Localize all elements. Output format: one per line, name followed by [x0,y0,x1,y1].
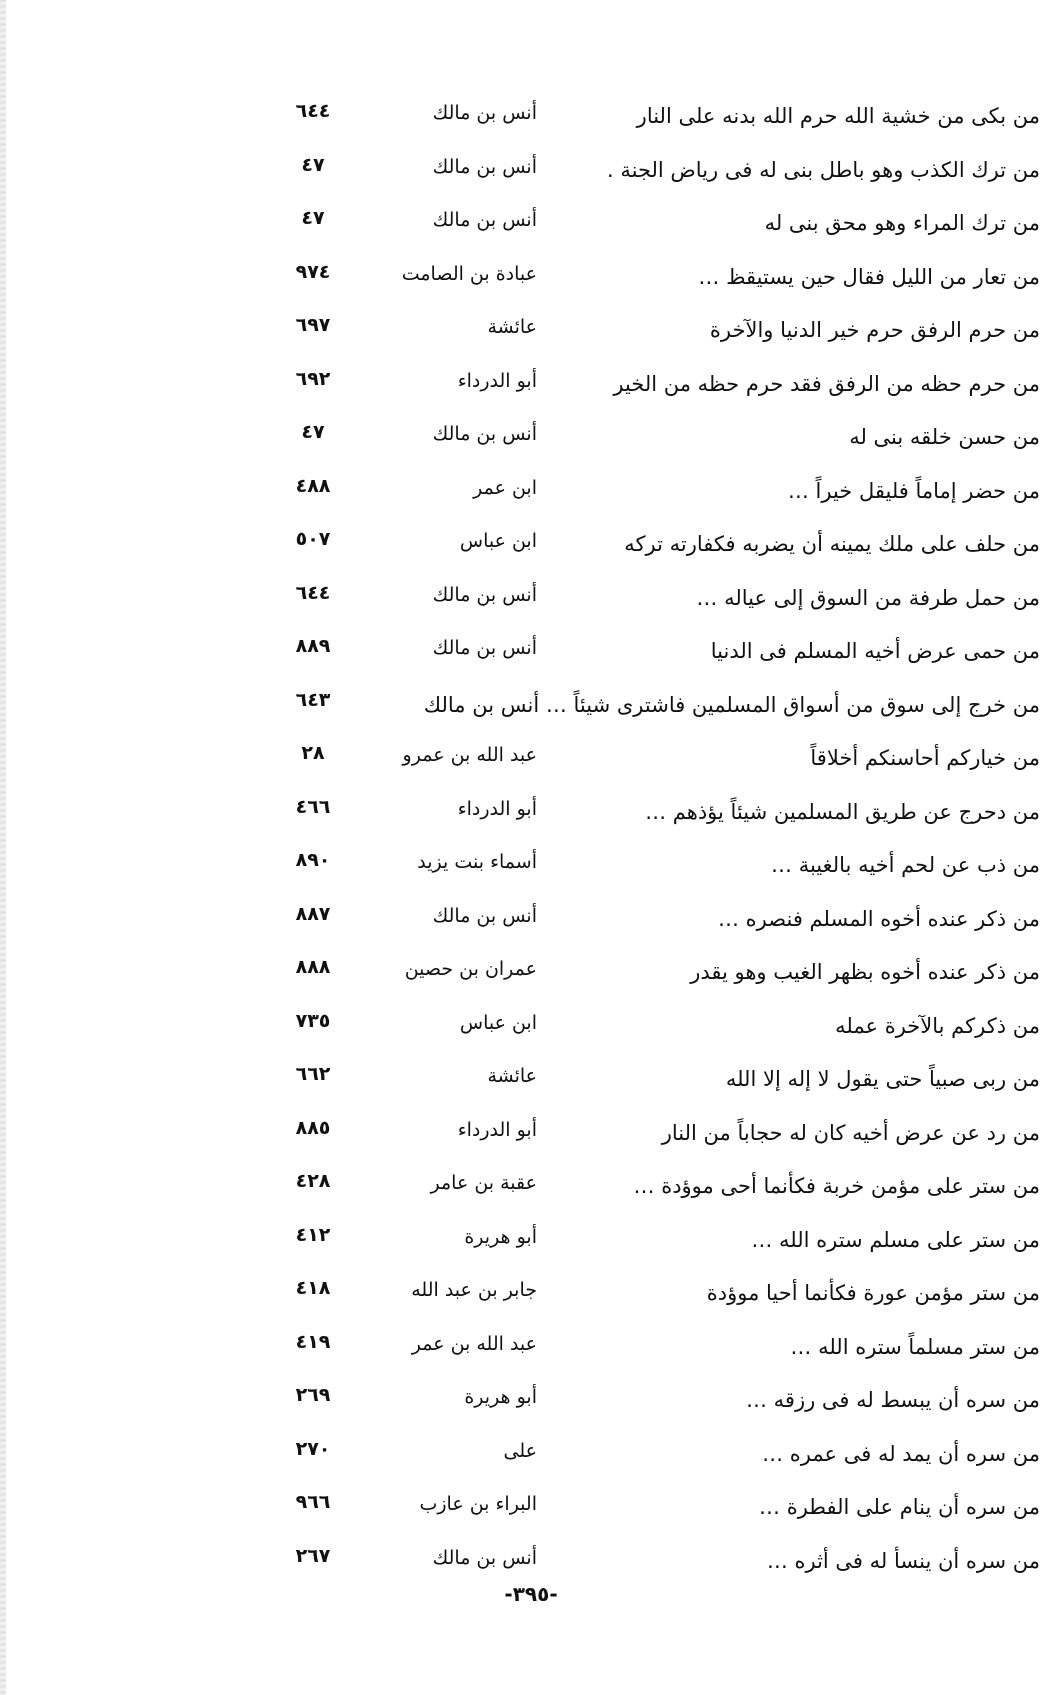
hadith-text: من حرم الرفق حرم خير الدنيا والآخرة [709,318,1040,342]
index-row [0,627,1062,681]
page-reference: ٨٩٠ [295,849,331,871]
page-reference: ٥٠٧ [295,528,331,550]
page-reference: ٦٤٤ [295,100,331,122]
page-reference: ٤٦٦ [295,795,331,818]
narrator-name: جابر بن عبد الله [411,1279,537,1301]
narrator-name: أنس بن مالك [432,209,537,231]
narrator-name: عبد الله بن عمر [411,1332,537,1355]
index-row [0,1323,1062,1377]
hadith-text: من ستر مؤمن عورة فكأنما أحيا موؤدة [706,1281,1040,1305]
narrator-name: أسماء بنت يزيد [417,851,537,873]
narrator-name: أبو الدرداء [457,797,537,820]
page-reference: ٤٧ [301,153,325,176]
page-reference: ٤١٢ [295,1223,331,1246]
index-row [0,681,1062,735]
index-row [0,1109,1062,1163]
narrator-name: أنس بن مالك [432,102,537,124]
hadith-text: من ستر على مؤمن خربة فكأنما أحى موؤدة … [633,1174,1040,1198]
index-row [0,1162,1062,1216]
index-row [0,895,1062,949]
page-reference: ٢٨ [301,742,325,764]
index-row [0,1002,1062,1056]
hadith-text: من سره أن ينام على الفطرة … [759,1495,1040,1519]
narrator-name: البراء بن عازب [419,1493,537,1515]
hadith-text: من ترك الكذب وهو باطل بنى له فى رياض الجنة . [607,157,1040,182]
index-row [0,841,1062,895]
narrator-name: عبد الله بن عمرو [402,744,537,766]
page-reference: ٤٢٨ [295,1170,331,1192]
hadith-text: من رد عن عرض أخيه كان له حجاباً من النار [661,1120,1040,1145]
narrator-name: أنس بن مالك [432,423,537,445]
index-row [0,948,1062,1002]
index-row [0,1216,1062,1270]
hadith-text: من حمى عرض أخيه المسلم فى الدنيا [710,639,1040,663]
hadith-text: من سره أن يمد له فى عمره … [762,1441,1040,1466]
narrator-name: أنس بن مالك [432,637,537,659]
page-reference: ٤١٨ [295,1277,331,1299]
page-reference: ٨٨٨ [295,956,331,978]
hadith-text: من ستر على مسلم ستره الله … [751,1227,1040,1252]
hadith-text: من سره أن يبسط له فى رزقه … [745,1388,1040,1412]
narrator-name: عقبة بن عامر [430,1172,537,1194]
index-row [0,467,1062,521]
narrator-name: أبو هريرة [464,1225,537,1248]
page-reference: ٦٤٤ [295,581,331,604]
index-row [0,1269,1062,1323]
hadith-text: من حلف على ملك يمينه أن يضربه فكفارته تركه [624,532,1040,556]
page-reference: ٢٧٠ [295,1437,331,1460]
page-reference: ٩٧٤ [295,260,331,283]
page-reference: ٨٨٧ [295,902,331,925]
narrator-name: عمران بن حصين [404,958,537,980]
hadith-text: من حمل طرفة من السوق إلى عياله … [696,585,1040,610]
narrator-name: عائشة [487,1065,537,1087]
page-reference: ٢٦٩ [295,1384,331,1406]
index-row [0,146,1062,200]
index-row [0,788,1062,842]
index-row [0,199,1062,253]
narrator-name: أنس بن مالك [432,583,537,606]
hadith-text: من ذكركم بالآخرة عمله [835,1013,1040,1038]
hadith-text: من تعار من الليل فقال حين يستيقظ … [698,264,1040,289]
hadith-text: من بكى من خشية الله حرم الله بدنه على النار [636,104,1040,128]
hadith-text: من حرم حظه من الرفق فقد حرم حظه من الخير [613,371,1040,396]
hadith-text: من ذكر عنده أخوه بظهر الغيب وهو يقدر [690,960,1040,984]
index-row [0,1055,1062,1109]
index-row [0,413,1062,467]
hadith-text: من خرج إلى سوق من أسواق المسلمين فاشترى شيئاً … أنس بن مالك [423,692,1040,717]
narrator-name: أنس بن مالك [432,904,537,927]
hadith-text: من خياركم أحاسنكم أخلاقاً [810,746,1040,770]
narrator-name: ابن عباس [459,1011,537,1034]
narrator-name: أنس بن مالك [432,1546,537,1569]
hadith-text: من حضر إماماً فليقل خيراً … [787,478,1040,503]
hadith-text: من سره أن ينسأ له فى أثره … [766,1548,1040,1573]
page-reference: ٤٧ [301,207,325,229]
index-row [0,1376,1062,1430]
narrator-name: عبادة بن الصامت [401,262,537,285]
index-row [0,1483,1062,1537]
page-reference: ٨٨٥ [295,1116,331,1139]
hadith-text: من ستر مسلماً ستره الله … [790,1334,1040,1359]
page-reference: ٦٤٣ [295,688,331,711]
page-reference: ٦٦٢ [295,1063,331,1085]
narrator-name: على [503,1439,537,1462]
narrator-name: ابن عمر [473,476,537,499]
index-row [0,306,1062,360]
index-row [0,574,1062,628]
index-row [0,520,1062,574]
index-row [0,92,1062,146]
hadith-text: من ربى صبياً حتى يقول لا إله إلا الله [725,1067,1040,1091]
index-row [0,360,1062,414]
page-reference: ٩٦٦ [295,1491,331,1513]
index-row [0,253,1062,307]
page-reference: ٤١٩ [295,1330,331,1353]
narrator-name: أبو الدرداء [457,369,537,392]
index-row [0,734,1062,788]
hadith-index-list [0,92,1062,1590]
page-reference: ٦٩٧ [295,314,331,336]
hadith-text: من ذكر عنده أخوه المسلم فنصره … [718,906,1040,931]
narrator-name: أنس بن مالك [432,155,537,178]
page-reference: ٤٨٨ [295,474,331,497]
narrator-name: ابن عباس [459,530,537,552]
page-reference: ٨٨٩ [295,635,331,657]
page-reference: ٦٩٢ [295,367,331,390]
narrator-name: أبو الدرداء [457,1118,537,1141]
index-row [0,1430,1062,1484]
page-number: -٣٩٥- [504,1582,558,1606]
hadith-text: من دحرج عن طريق المسلمين شيئاً يؤذهم … [645,799,1040,824]
narrator-name: عائشة [487,316,537,338]
hadith-text: من حسن خلقه بنى له [849,425,1040,449]
hadith-text: من ترك المراء وهو محق بنى له [764,211,1040,235]
page-reference: ٤٧ [301,421,325,443]
page-reference: ٢٦٧ [295,1544,331,1567]
narrator-name: أبو هريرة [464,1386,537,1408]
hadith-text: من ذب عن لحم أخيه بالغيبة … [771,853,1040,877]
page-reference: ٧٣٥ [295,1009,331,1032]
